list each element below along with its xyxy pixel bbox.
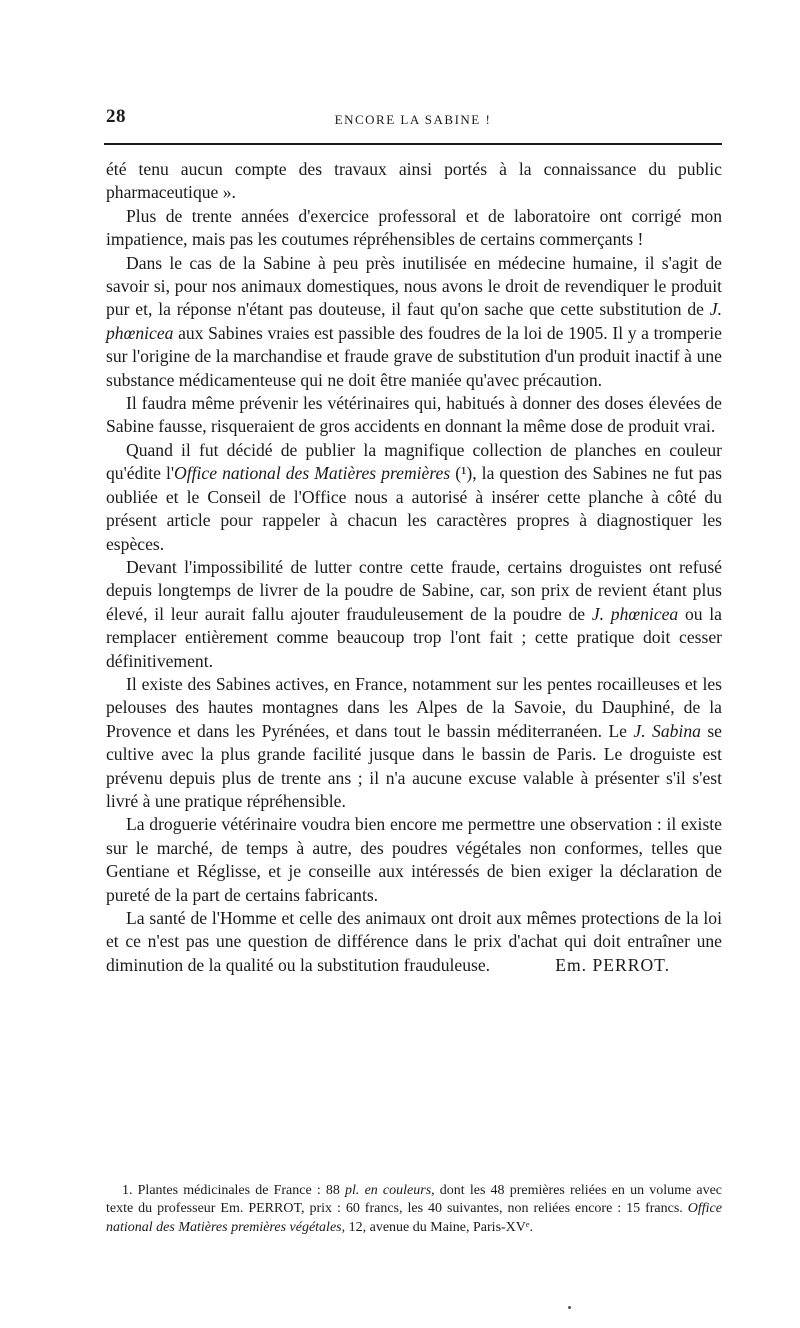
footnote-text xyxy=(106,1182,722,1237)
footnote-italic: Office national des Matières premières végétales xyxy=(106,1201,722,1235)
footnote-part: , dont les 48 premières reliées en un volume avec texte du professeur Em. PERROT, prix : 60 francs, les 40 suivantes, non reliées encore : 15 francs. xyxy=(106,1183,722,1217)
footnote xyxy=(106,1182,722,1237)
page-number: 28 xyxy=(106,106,126,127)
footnote-part: 1. Plantes médicinales de France : 88 xyxy=(122,1183,346,1198)
paragraph-continued xyxy=(106,158,722,205)
footnote-reference: (¹) xyxy=(450,463,473,484)
paragraph-text: été tenu aucun compte des travaux ainsi portés à la connaissance du public pharmaceutique ». xyxy=(106,159,722,203)
species-name: J. phœnicea xyxy=(106,299,722,343)
paragraph-text: se cultive avec la plus grande facilité jusque dans le bassin de Paris. Le droguiste est prévenu depuis plus de trente ans ; il n'a aucune excuse valable à présenter s'il s'est livré à une pratique répréhensible. xyxy=(106,720,722,811)
paragraph xyxy=(106,392,722,439)
running-title: ENCORE LA SABINE ! xyxy=(334,112,492,127)
paragraph xyxy=(106,439,722,556)
species-name: J. Sabina xyxy=(633,720,701,741)
paragraph-text: ou la remplacer entièrement comme beaucoup trop l'ont fait ; cette pratique doit cesser définitivement. xyxy=(106,603,722,671)
paragraph xyxy=(106,673,722,813)
paragraph xyxy=(106,252,722,392)
paragraph-text: Dans le cas de la Sabine à peu près inutilisée en médecine humaine, il s'agit de savoir si, pour nos animaux domestiques, nous avons le droit de revendiquer le produit pur et, la réponse n'étant pas douteuse, il faut qu'on sache que cette substitution de xyxy=(106,252,722,320)
footnote-italic: pl. en couleurs xyxy=(345,1183,432,1198)
paragraph xyxy=(106,813,722,907)
paragraph-text: , la question des Sabines ne fut pas oubliée et le Conseil de l'Office nous a autorisé à insérer cette planche à côté du présent article pour rappeler à chacun les caractères propres à diagnostiquer les espèces. xyxy=(106,463,722,554)
page-header xyxy=(106,104,720,136)
header-rule xyxy=(104,143,722,145)
paragraph xyxy=(106,205,722,252)
paragraph-text: La droguerie vétérinaire voudra bien encore me permettre une observation : il existe sur le marché, de temps à autre, des poudres végétales non conformes, telles que Gentiane et Réglisse, et je conseille aux intéressés de bien exiger la déclaration de pureté de la part de certains fabricants. xyxy=(106,814,722,905)
paragraph xyxy=(106,556,722,673)
paragraph-text: aux Sabines vraies est passible des foudres de la loi de 1905. Il y a tromperie sur l'origine de la marchandise et fraude grave de substitution d'un produit inactif à une substance médicamenteuse qui ne doit être maniée qu'avec précaution. xyxy=(106,322,722,390)
print-speck xyxy=(568,1306,571,1309)
author-signature: Em. PERROT. xyxy=(555,954,670,975)
institution-name: Office national des Matières premières xyxy=(174,463,451,484)
paragraph-text: La santé de l'Homme et celle des animaux ont droit aux mêmes protections de la loi et ce n'est pas une question de différence dans le prix d'achat qui doit entraîner une diminution de la qualité ou la substitution frauduleuse. xyxy=(106,908,722,975)
paragraph-text: Il existe des Sabines actives, en France, notamment sur les pentes rocailleuses et les pelouses des hautes montagnes dans les Alpes de la Savoie, du Dauphiné, de la Provence et dans les Pyrénées, et dans tout le bassin méditerranéen. Le xyxy=(106,673,722,741)
paragraph-text: Devant l'impossibilité de lutter contre cette fraude, certains droguistes ont refusé depuis longtemps de livrer de la poudre de Sabine, car, son prix de revient étant plus élevé, il leur aurait fallu ajouter frauduleusement de la poudre de xyxy=(106,556,722,624)
paragraph-text: Il faudra même prévenir les vétérinaires qui, habitués à donner des doses élevées de Sabine fausse, risqueraient de gros accidents en donnant la même dose de produit vrai. xyxy=(106,393,722,437)
species-name: J. phœnicea xyxy=(591,603,679,624)
paragraph-text: Quand il fut décidé de publier la magnifique collection de planches en couleur qu'édite l' xyxy=(106,439,722,484)
paragraph xyxy=(106,907,722,977)
article-body xyxy=(106,158,722,977)
paragraph-text: Plus de trente années d'exercice professoral et de laboratoire ont corrigé mon impatience, mais pas les coutumes répréhensibles de certains commerçants ! xyxy=(106,205,722,250)
footnote-part: , 12, avenue du Maine, Paris-XVᵉ. xyxy=(341,1219,533,1235)
